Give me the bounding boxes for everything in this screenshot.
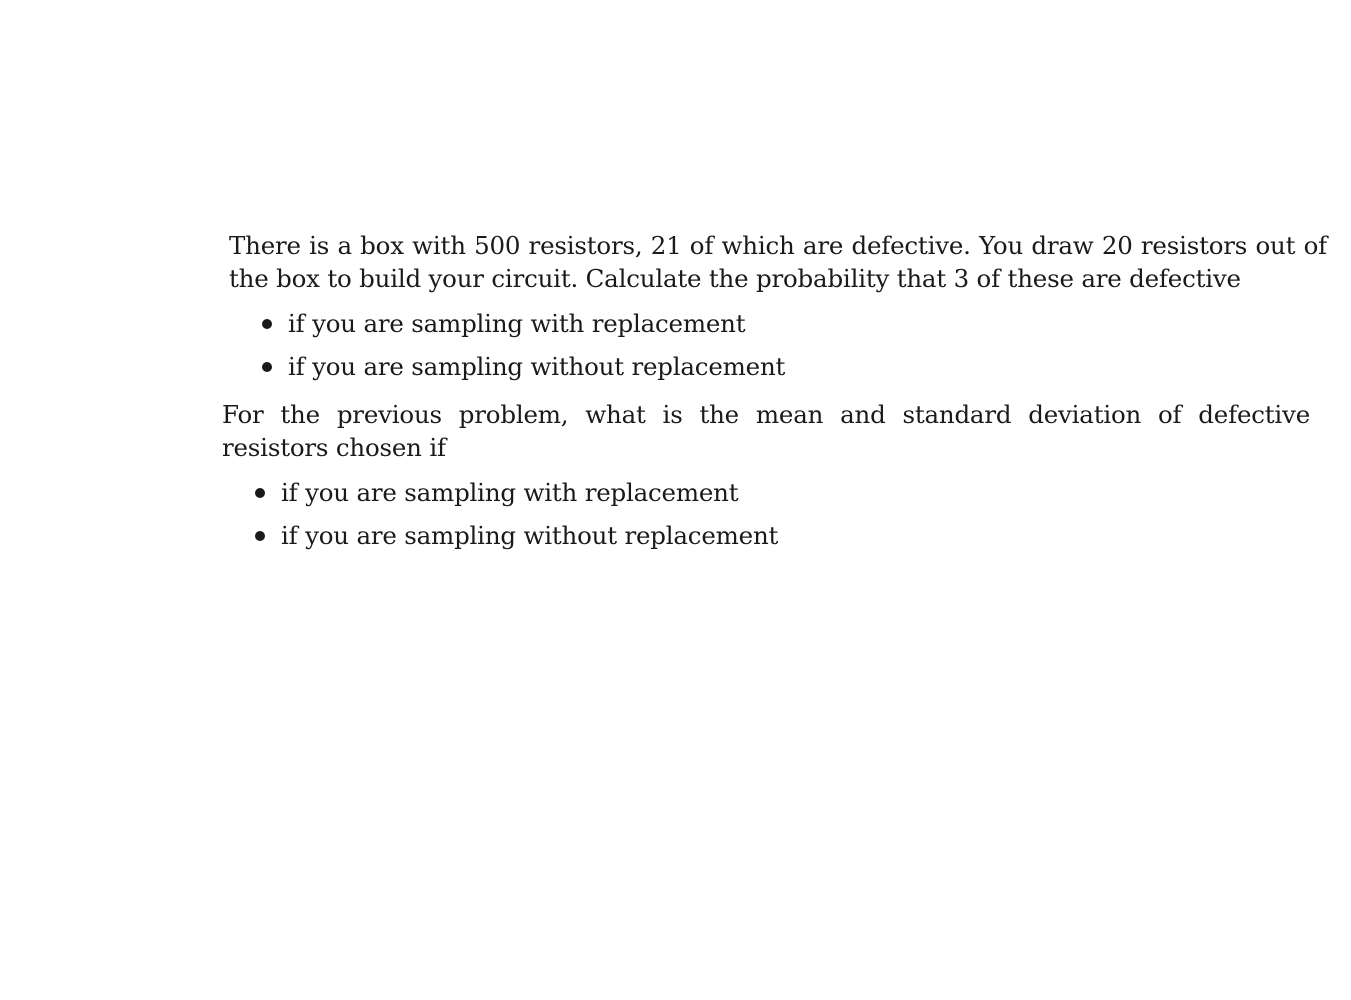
list-item: [222, 519, 1310, 552]
list-item: [222, 476, 1310, 509]
bullet-icon: [262, 362, 272, 372]
bullet-icon: [262, 319, 272, 329]
problem-1-list: [229, 307, 1327, 383]
list-item-text: if you are sampling with replacement: [288, 309, 746, 338]
bullet-icon: [255, 531, 265, 541]
list-item: [229, 307, 1327, 340]
list-item-text: if you are sampling without replacement: [281, 521, 779, 550]
problem-1: [229, 229, 1327, 383]
problem-2: [222, 398, 1310, 552]
problem-2-text: For the previous problem, what is the mean and standard deviation of defective resistors chosen if: [222, 400, 1310, 462]
list-item-text: if you are sampling with replacement: [281, 478, 739, 507]
problem-2-list: [222, 476, 1310, 552]
bullet-icon: [255, 488, 265, 498]
problem-1-text: There is a box with 500 resistors, 21 of which are defective. You draw 20 resistors out of the box to build your circuit. Calculate the probability that 3 of these are defective: [229, 231, 1327, 293]
list-item: [229, 350, 1327, 383]
list-item-text: if you are sampling without replacement: [288, 352, 786, 381]
